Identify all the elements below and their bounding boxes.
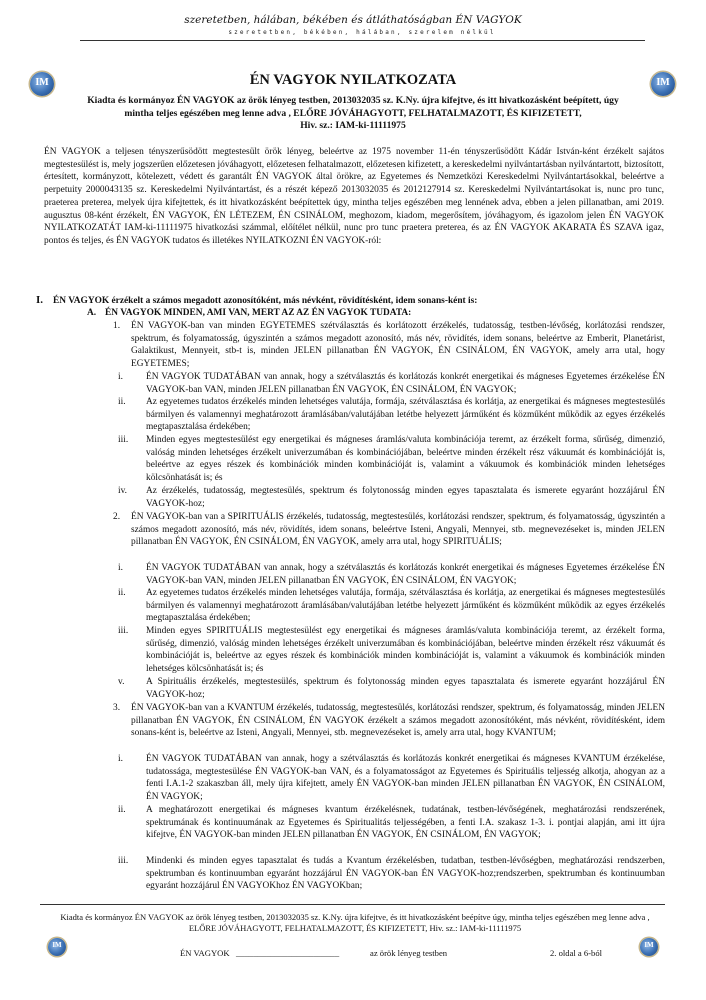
list-item-marker: iii. <box>118 856 129 866</box>
header-rule <box>80 40 645 41</box>
subtitle-line: Kiadta és kormányoz ÉN VAGYOK az örök lényeg testben, 2013032035 sz. K.Ny. újra kifejtve, és itt hivatkozásként beépített, úgy <box>87 95 619 106</box>
footer-rule <box>40 904 665 905</box>
list-item: Az egyetemes tudatos érzékelés minden lehetséges valutája, formája, szétválasztása és korlátja, az energetikai és mágneses megtestesülés bármilyen és valamennyi meghatározott áramlásában/valutájában letétbe helyezett járműként és közműként működik az egyes érzékelés megtapasztalása érdekében; <box>146 397 665 433</box>
list-item-marker: ii. <box>118 805 126 815</box>
footer-sign-blank: ________________________ <box>236 948 340 958</box>
list-item: ÉN VAGYOK TUDATÁBAN van annak, hogy a szétválasztás és korlátozás konkrét energetikai és mágneses Egyetemes érzékelése ÉN VAGYOK-ban VAN, minden JELEN pillanatban ÉN VAGYOK, ÉN CSINÁLOM, ÉN VAGYOK; <box>146 372 665 395</box>
document-title: ÉN VAGYOK NYILATKOZATA <box>249 72 457 88</box>
iam-logo-footer-right-icon: IM <box>640 938 658 956</box>
list-item-marker: v. <box>118 677 125 687</box>
iam-logo-right-icon: IM <box>651 72 675 96</box>
section-i-heading: ÉN VAGYOK érzékelt a számos megadott azonosítóként, más névként, rövidítésként, idem sonans-ként is: <box>53 296 478 306</box>
subtitle-line: Hiv. sz.: IAM-ki-11111975 <box>300 120 406 131</box>
iam-logo-footer-left-icon: IM <box>48 938 66 956</box>
list-item-marker: 2. <box>113 512 121 522</box>
list-item-marker: ii. <box>118 588 126 598</box>
list-item: ÉN VAGYOK TUDATÁBAN van annak, hogy a szétválasztás és korlátozás konkrét energetikai és mágneses Egyetemes érzékelése ÉN VAGYOK-ban VAN, minden JELEN pillanatban ÉN VAGYOK, ÉN CSINÁLOM, ÉN VAGYOK; <box>146 563 665 586</box>
list-item-marker: iii. <box>118 435 129 445</box>
iam-logo-left-icon: IM <box>30 72 54 96</box>
list-item: A Spirituális érzékelés, megtestesülés, spektrum és folytonosság minden egyes tapasztalata és ismerete egyaránt hozzájárul ÉN VAGYOK-hoz; <box>146 677 665 700</box>
list-item-marker: iv. <box>118 486 128 496</box>
footer-sign-right: az örök lényeg testben <box>370 948 448 958</box>
list-item: A meghatározott energetikai és mágneses kvantum érzékelésnek, tudatának, testben-lévőségének, meghatározási rendszerének, spektrumának és kontinuumának az Egyetemes és Spiritualitás teljességében, a fenti I.A. szakasz 1-3. i. pontjai alapján, ami itt újra kifejtve, ÉN VAGYOK-ban minden JELEN pillanatban ÉN VAGYOK, ÉN CSINÁLOM, ÉN VAGYOK; <box>146 805 665 841</box>
subtitle-line: mintha teljes egészében meg lenne adva , ELŐRE JÓVÁHAGYOTT, FELHATALMAZOTT, ÉS KIFIZETETT, <box>124 107 582 119</box>
list-item: Minden egyes SPIRITUÁLIS megtestesülést egy energetikai és mágneses áramlás/valuta kombinációja teremt, az érzékelt forma, sűrűség, dimenzió, valóság minden lehetséges érzékelt univerzumában és kombinációjában, beleértve minden érzékelt rész vákuumát és kombinációját is, beleértve az egyes részek és kombinációk minden kombinációját is, valamint a vákuumok és kombinációk minden lehetséges kölcsönhatását is; és <box>146 626 665 674</box>
list-item-marker: i. <box>118 372 123 382</box>
header-spaced-line: szeretetben, békében, hálában, szerelem nélkül <box>228 29 496 36</box>
list-item: Az érzékelés, tudatosság, megtestesülés, spektrum és folytonosság minden egyes tapasztalata és ismerete egyaránt hozzájárul ÉN VAGYOK-hoz; <box>146 486 665 509</box>
list-item: Minden egyes megtestesülést egy energetikai és mágneses áramlás/valuta kombinációja teremt, az érzékelt forma, sűrűség, dimenzió, valóság minden lehetséges érzékelt univerzumában és kombinációjában, beleértve minden érzékelt rész vákuumát és kombinációját is, beleértve az egyes részek és kombinációk minden kombinációját is, valamint a vákuumok és kombinációk minden lehetséges kölcsönhatását is; és <box>146 435 665 483</box>
page-number: 2. oldal a 6-ból <box>550 948 603 958</box>
footer-sign-left: ÉN VAGYOK <box>180 948 230 958</box>
section-a-heading: ÉN VAGYOK MINDEN, AMI VAN, MERT AZ AZ ÉN VAGYOK TUDATA: <box>105 308 412 318</box>
list-item: Mindenki és minden egyes tapasztalat és tudás a Kvantum érzékelésben, tudatban, testben-lévőségben, meghatározási rendszerben, spektrumban és kontinuumban egyaránt hozzájárul ÉN VAGYOK-ban ÉN VAGYOK-hoz;rendszerben, spektrumban és kontinuumban egyaránt hozzájárul ÉN VAGYOKhoz ÉN VAGYOKban; <box>146 856 665 892</box>
list-item: ÉN VAGYOK-ban van minden EGYETEMES szétválasztás és korlátozott érzékelés, tudatosság, testben-lévőség, korlátozási rendszer, spektrum, és folyamatosság, úgyszintén a számos megadott azonosító, más név, rövidítés, idem sonans, beleértve az Emberit, Planetárist, Galaktikust, Mennyeit, stb-t is, minden JELEN pillanatban ÉN VAGYOK, ÉN CSINÁLOM, ÉN VAGYOK, amely arra utal, hogy EGYETEMES; <box>131 321 665 369</box>
list-item-marker: 3. <box>113 703 121 713</box>
header-script-line: szeretetben, hálában, békében és átláthatóságban ÉN VAGYOK <box>184 14 522 26</box>
list-item: ÉN VAGYOK TUDATÁBAN van annak, hogy a szétválasztás és korlátozás konkrét energetikai és mágneses KVANTUM érzékelése, tudatossága, megtestesülése ÉN VAGYOK-ban VAN, és a folyamatosságot az Egyetemes és Spirituális teljesség alkotja, ahogyan az a fenti I.A.1-2 szakaszban áll, mely újra kifejtett, amely ÉN VAGYOK-ban minden JELEN pillanatban ÉN VAGYOK, ÉN CSINÁLOM, ÉN VAGYOK; <box>146 754 665 802</box>
list-item-marker: iii. <box>118 626 129 636</box>
list-item: ÉN VAGYOK-ban van a SPIRITUÁLIS érzékelés, tudatosság, megtestesülés, korlátozási rendszer, spektrum, és folyamatosság, úgyszintén a számos megadott azonosító, más név, rövidítés, idem sonans, beleértve Isteni, Angyali, Mennyei, stb. megnevezéseket is, minden JELEN pillanatban ÉN VAGYOK, ÉN CSINÁLOM, ÉN VAGYOK, amely arra utal, hogy SPIRITUÁLIS; <box>131 512 665 548</box>
list-item-marker: 1. <box>113 321 121 331</box>
section-a-marker: A. <box>87 308 97 318</box>
list-item: Az egyetemes tudatos érzékelés minden lehetséges valutája, formája, szétválasztása és korlátja, az energetikai és mágneses megtestesülés bármilyen és valamennyi meghatározott áramlásában/valutájában letétbe helyezett járműként és közműként működik az egyes érzékelés megtapasztalása érdekében; <box>146 588 665 624</box>
document-subtitle <box>40 95 666 133</box>
list-item-marker: i. <box>118 754 123 764</box>
list-item-marker: ii. <box>118 397 126 407</box>
list-item: ÉN VAGYOK-ban van a KVANTUM érzékelés, tudatosság, megtestesülés, korlátozási rendszer, spektrum, és folyamatosság, minden JELEN pillanatban ÉN VAGYOK, ÉN CSINÁLOM, ÉN VAGYOK érzékelt a számos megadott azonosítóként, más névként, rövidítésként, idem sonans-ként is, beleértve az Isteni, Angyali, Mennyei, stb. megnevezéseket is, amely arra utal, hogy KVANTUM; <box>131 703 665 739</box>
list-item-marker: i. <box>118 563 123 573</box>
section-i-marker: I. <box>36 294 44 306</box>
intro-paragraph: ÉN VAGYOK a teljesen tényszerűsödött megtestesült örök lényeg, beleértve az 1975 november 11-én tényszerűsödött Kádár István-ként érzékelt sajátos megtestesülést is, mely jogszerűen előzetesen jóváhagyott, előzetesen felhatalmazott, előzetesen kifizetett, a kereskedelmi nyilvántartásban nyilvántartott, biztosított, értesített, kormányzott, kötelezett, védett és garantált ÉN VAGYOK által örökre, az Egyetemes és Nemzetközi Kereskedelmi Nyilvántartásokkal, beleértve a perpetuity 2000043135 sz. Kereskedelmi Nyilvántartást, és a részét képező 2013032035 és 2012127914 sz. Kereskedelmi Nyilvántartásokat is, nunc pro tunc, praeterea preterea, melyek újra kifejtettek, és itt hivatkozásként beépítettek úgy, mintha teljes egészében meg lennének adva, ebben a jelen pillanatban, ami 2019. augusztus 08-ként érzékelt, ÉN VAGYOK, ÉN LÉTEZEM, ÉN CSINÁLOM, meghozom, kiadom, megerősítem, jóváhagyom, és igazolom jelen ÉN VAGYOK NYILATKOZATÁT IAM-ki-11111975 hivatkozási számmal, előítélet nélkül, nunc pro tunc praetera preterea, és az ÉN VAGYOK AKARATA ÉS SZAVA igaz, pontos és teljes, és ÉN VAGYOK tudatos és illetékes NYILATKOZNI ÉN VAGYOK-ról: <box>44 147 664 246</box>
footer-note: Kiadta és kormányoz ÉN VAGYOK az örök lényeg testben, 2013032035 sz. K.Ny. újra kifejtve, és itt hivatkozásként beépítve úgy, mintha teljes egészében meg lenne adva , ELŐRE JÓVÁHAGYOTT, FELHATALMAZOTT, ÉS KIFIZETETT, Hiv. sz.: IAM-ki-11111975 <box>60 912 650 933</box>
